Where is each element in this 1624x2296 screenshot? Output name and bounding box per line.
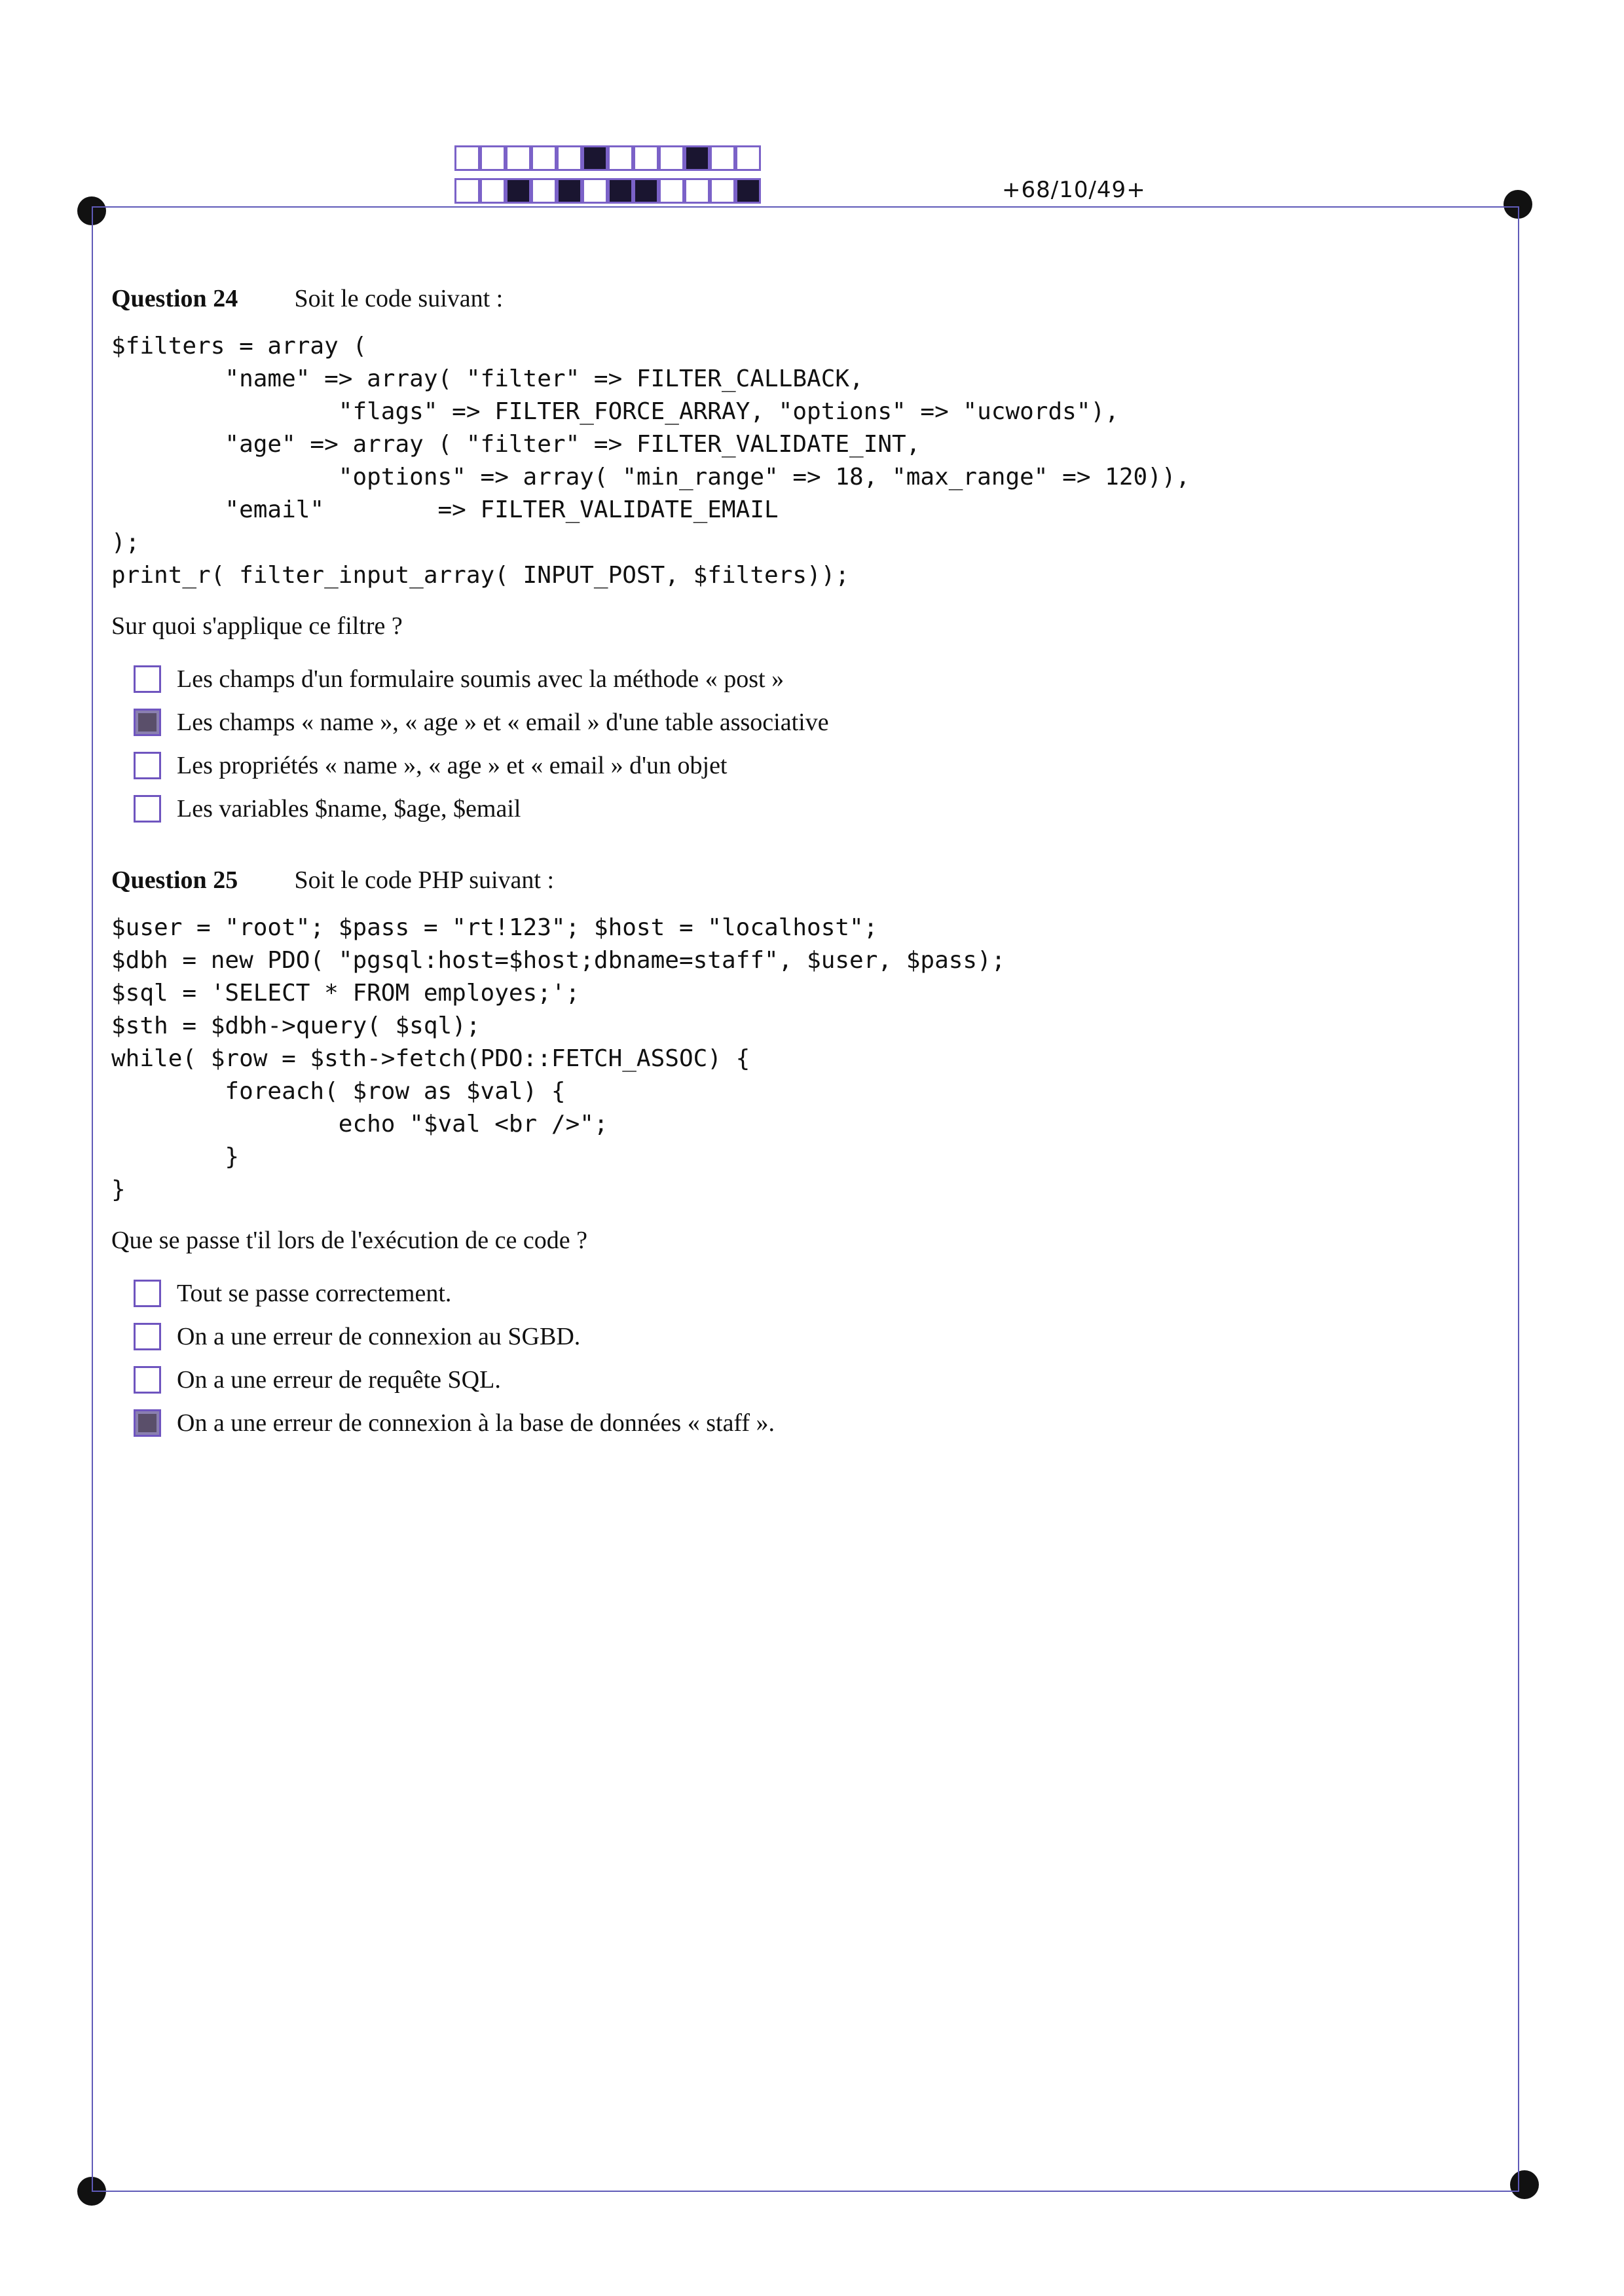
answer-checkbox[interactable] (134, 709, 161, 736)
id-box-empty (735, 145, 761, 171)
id-box-empty (454, 178, 480, 204)
answer-option[interactable] (134, 1401, 1473, 1445)
answer-checkbox[interactable] (134, 1409, 161, 1437)
answer-checkbox[interactable] (134, 1366, 161, 1394)
id-box-filled (506, 178, 531, 204)
question-24 (111, 284, 1473, 830)
code-block: $user = "root"; $pass = "rt!123"; $host = "localhost"; $dbh = new PDO( "pgsql:host=$host;dbname=staff", $user, $pass); $sql = 'SELECT * FROM employes;'; $sth = $dbh->query( $sql); while( $row = $sth->fetch(PDO::FETCH_ASSOC) { foreach( $row as $val) { echo "$val <br />"; } } (111, 914, 1006, 1203)
id-box-empty (454, 145, 480, 171)
id-box-empty (710, 178, 735, 204)
answer-checkbox[interactable] (134, 752, 161, 779)
question-header (111, 284, 1473, 313)
id-box-empty (531, 145, 557, 171)
answer-option[interactable] (134, 1358, 1473, 1401)
id-box-empty (531, 178, 557, 204)
answer-option[interactable] (134, 657, 1473, 701)
question-intro: Soit le code suivant : (294, 285, 504, 312)
answer-checkbox[interactable] (134, 795, 161, 823)
answer-option[interactable] (134, 787, 1473, 830)
answer-label: Les variables $name, $age, $email (177, 795, 521, 823)
question-header (111, 866, 1473, 895)
answer-checkbox[interactable] (134, 1280, 161, 1307)
question-number: Question 24 (111, 285, 238, 312)
question-prompt: Sur quoi s'applique ce filtre ? (111, 612, 403, 640)
id-box-filled (608, 178, 633, 204)
id-box-empty (506, 145, 531, 171)
answer-label: On a une erreur de connexion au SGBD. (177, 1323, 581, 1350)
id-box-filled (557, 178, 582, 204)
id-box-filled (582, 145, 608, 171)
id-box-empty (659, 145, 684, 171)
question-intro: Soit le code PHP suivant : (294, 866, 555, 894)
answer-label: Les champs d'un formulaire soumis avec la méthode « post » (177, 665, 784, 693)
answer-option[interactable] (134, 1272, 1473, 1315)
answer-checkbox[interactable] (134, 665, 161, 693)
answer-label: Tout se passe correctement. (177, 1280, 452, 1307)
answer-label: On a une erreur de requête SQL. (177, 1366, 501, 1394)
id-box-row-1 (454, 145, 762, 172)
question-25 (111, 866, 1473, 1445)
id-box-empty (557, 145, 582, 171)
id-box-empty (480, 178, 506, 204)
answer-option[interactable] (134, 744, 1473, 787)
id-box-empty (633, 145, 659, 171)
code-block: $filters = array ( "name" => array( "filter" => FILTER_CALLBACK, "flags" => FILTER_FORCE_ARRAY, "options" => "ucwords"), "age" => array ( "filter" => FILTER_VALIDATE_INT, "options" => array( "min_range" => 18, "max_range" => 120)), "email" => FILTER_VALIDATE_EMAIL ); print_r( filter_input_array( INPUT_POST, $filters)); (111, 333, 1190, 589)
answer-list (111, 657, 1473, 830)
question-prompt: Que se passe t'il lors de l'exécution de ce code ? (111, 1227, 587, 1254)
answer-option[interactable] (134, 1315, 1473, 1358)
id-box-empty (684, 178, 710, 204)
id-box-empty (582, 178, 608, 204)
id-box-empty (480, 145, 506, 171)
answer-label: On a une erreur de connexion à la base de données « staff ». (177, 1409, 775, 1437)
id-box-empty (608, 145, 633, 171)
answer-label: Les champs « name », « age » et « email » d'une table associative (177, 709, 829, 736)
id-box-filled (735, 178, 761, 204)
sheet-id: +68/10/49+ (1002, 177, 1146, 203)
id-box-empty (659, 178, 684, 204)
answer-checkbox[interactable] (134, 1323, 161, 1350)
id-box-filled (684, 145, 710, 171)
id-box-filled (633, 178, 659, 204)
question-number: Question 25 (111, 866, 238, 894)
id-box-empty (710, 145, 735, 171)
id-box-row-2 (454, 178, 762, 204)
answer-list (111, 1272, 1473, 1445)
answer-label: Les propriétés « name », « age » et « email » d'un objet (177, 752, 728, 779)
answer-option[interactable] (134, 701, 1473, 744)
